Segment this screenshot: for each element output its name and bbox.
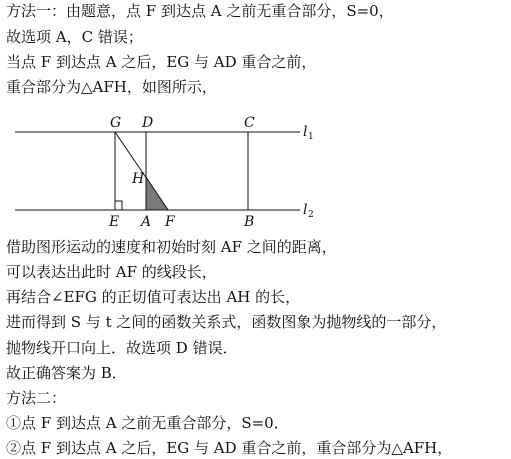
label-l2-subscript: 2 [308, 210, 314, 220]
text-line-13: ②点 F 到达点 A 之后，EG 与 AD 重合之前，重合部分为△AFH， [6, 439, 453, 457]
label-f: F [165, 214, 175, 230]
text-line-5: 借助图形运动的速度和初始时刻 AF 之间的距离， [6, 238, 337, 256]
label-h: H [132, 171, 145, 187]
label-l1-subscript: 1 [308, 132, 314, 142]
text-line-11: 方法二： [6, 389, 67, 407]
label-b: B [244, 214, 255, 230]
geometry-figure [10, 110, 330, 232]
label-a: A [141, 214, 152, 230]
text-line-6: 可以表达出此时 AF 的线段长， [6, 263, 217, 281]
text-line-2: 故选项 A，C 错误； [6, 28, 143, 46]
text-line-3: 当点 F 到达点 A 之后，EG 与 AD 重合之前， [6, 53, 317, 71]
label-g: G [110, 115, 122, 131]
right-angle-mark [115, 201, 122, 210]
label-l2: l [303, 202, 308, 218]
text-line-4: 重合部分为△AFH，如图所示， [6, 78, 217, 96]
label-e: E [109, 214, 120, 230]
text-line-9: 抛物线开口向上．故选项 D 错误． [6, 339, 238, 357]
text-line-8: 进而得到 S 与 t 之间的函数关系式，函数图象为抛物线的一部分， [6, 313, 447, 331]
label-d: D [142, 115, 154, 131]
text-line-10: 故正确答案为 B． [6, 364, 127, 382]
text-line-7: 再结合∠EFG 的正切值可表达出 AH 的长， [6, 288, 301, 306]
label-c: C [244, 115, 255, 131]
text-line-1: 方法一：由题意，点 F 到达点 A 之前无重合部分，S=0， [6, 2, 394, 20]
triangle-afh [146, 177, 168, 210]
label-l1: l [303, 124, 308, 140]
text-line-12: ①点 F 到达点 A 之前无重合部分，S=0． [6, 414, 289, 432]
